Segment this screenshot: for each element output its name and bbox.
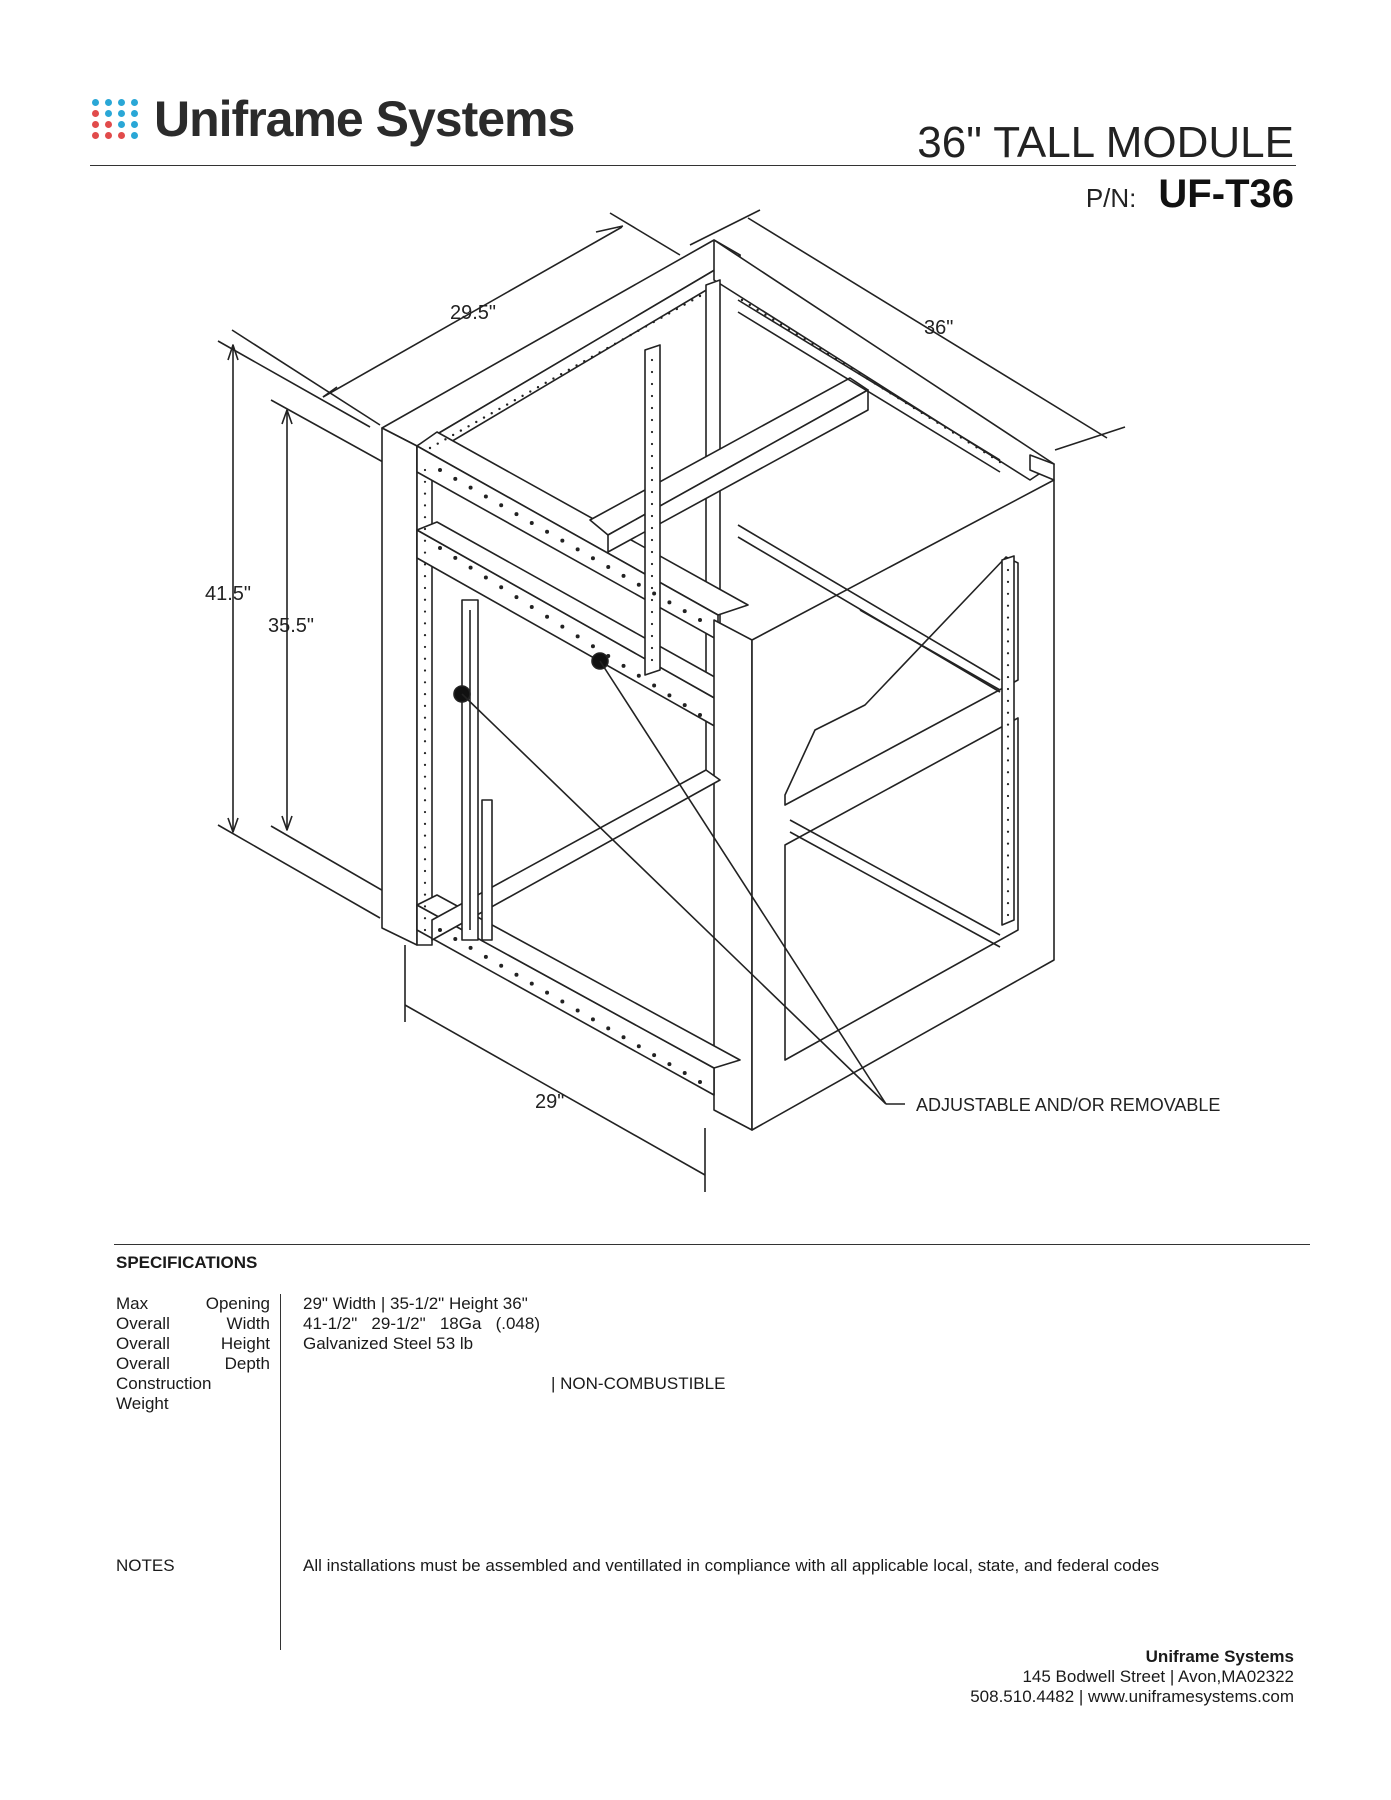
mounting-hole — [575, 364, 577, 366]
mounting-hole — [651, 455, 653, 457]
mounting-hole — [897, 397, 899, 399]
mounting-hole — [651, 407, 653, 409]
mounting-hole — [424, 658, 426, 660]
mounting-hole — [676, 308, 678, 310]
mounting-hole — [651, 395, 653, 397]
mounting-hole — [1007, 735, 1009, 737]
mounting-hole — [1007, 783, 1009, 785]
mounting-hole — [444, 438, 446, 440]
dim-opening-width-label: 29" — [535, 1091, 565, 1113]
mounting-hole — [424, 705, 426, 707]
mounting-hole — [683, 703, 687, 707]
mounting-hole — [568, 369, 570, 371]
mounting-hole — [475, 421, 477, 423]
mounting-hole — [424, 929, 426, 931]
mounting-hole — [651, 659, 653, 661]
mounting-hole — [438, 468, 442, 472]
mounting-hole — [484, 575, 488, 579]
mounting-hole — [1007, 854, 1009, 856]
mounting-hole — [1007, 759, 1009, 761]
notes-text: All installations must be assembled and ventillated in compliance with all applicable local, state, and federal codes — [303, 1556, 1160, 1575]
mounting-hole — [424, 799, 426, 801]
mounting-hole — [819, 348, 821, 350]
mounting-hole — [424, 669, 426, 671]
mounting-hole — [1007, 616, 1009, 618]
mounting-hole — [530, 605, 534, 609]
part-number-label: P/N: — [1085, 183, 1137, 213]
mounting-hole — [576, 1008, 580, 1012]
mounting-hole — [429, 447, 431, 449]
mounting-hole — [499, 503, 503, 507]
footer-contact — [970, 1647, 1294, 1707]
mounting-hole — [698, 1080, 702, 1084]
mounting-hole — [424, 846, 426, 848]
mounting-hole — [651, 539, 653, 541]
mounting-hole — [780, 323, 782, 325]
mounting-hole — [545, 991, 549, 995]
mounting-hole — [913, 407, 915, 409]
spec-label-row: Overall Depth — [116, 1354, 270, 1373]
mounting-hole — [437, 442, 439, 444]
mounting-hole — [1007, 807, 1009, 809]
part-number-value: UF-T36 — [1158, 172, 1294, 216]
mounting-hole — [1007, 902, 1009, 904]
mounting-hole — [683, 1071, 687, 1075]
mounting-hole — [484, 494, 488, 498]
mounting-hole — [537, 386, 539, 388]
mounting-hole — [424, 917, 426, 919]
mounting-hole — [652, 684, 656, 688]
mounting-hole — [698, 618, 702, 622]
mounting-hole — [514, 973, 518, 977]
mounting-hole — [576, 634, 580, 638]
mounting-hole — [1007, 712, 1009, 714]
mounting-hole — [991, 456, 993, 458]
mounting-hole — [453, 556, 457, 560]
mounting-hole — [651, 599, 653, 601]
mounting-hole — [424, 728, 426, 730]
mounting-hole — [545, 530, 549, 534]
mounting-hole — [424, 764, 426, 766]
mounting-hole — [683, 303, 685, 305]
mounting-hole — [652, 592, 656, 596]
mounting-hole — [651, 383, 653, 385]
mounting-hole — [660, 317, 662, 319]
mounting-hole — [606, 565, 610, 569]
mounting-hole — [788, 328, 790, 330]
mounting-hole — [424, 516, 426, 518]
mounting-hole — [999, 461, 1001, 463]
spec-heading: SPECIFICATIONS — [116, 1253, 258, 1272]
mounting-hole — [1007, 581, 1009, 583]
mounting-hole — [874, 382, 876, 384]
mounting-hole — [469, 486, 473, 490]
mounting-hole — [424, 905, 426, 907]
dim-depth-label: 29.5" — [450, 302, 497, 324]
mounting-hole — [645, 325, 647, 327]
mounting-hole — [1007, 569, 1009, 571]
mounting-hole — [698, 713, 702, 717]
spec-values — [303, 1294, 540, 1354]
mounting-hole — [835, 358, 837, 360]
spec-label-row: Weight — [116, 1394, 169, 1413]
mounting-hole — [667, 600, 671, 604]
mounting-hole — [560, 539, 564, 543]
mounting-hole — [530, 521, 534, 525]
mounting-hole — [424, 693, 426, 695]
logo-wordmark: Uniframe Systems — [154, 91, 575, 147]
dim-overall-height-label: 41.5" — [205, 583, 252, 605]
mounting-hole — [651, 503, 653, 505]
mounting-hole — [651, 491, 653, 493]
mounting-hole — [438, 546, 442, 550]
mounting-hole — [424, 504, 426, 506]
mounting-hole — [651, 431, 653, 433]
mounting-hole — [1007, 628, 1009, 630]
mounting-hole — [651, 551, 653, 553]
mounting-hole — [1007, 914, 1009, 916]
mounting-hole — [1007, 831, 1009, 833]
mounting-hole — [424, 894, 426, 896]
adjustable-callout: ADJUSTABLE AND/OR REMOVABLE — [916, 1095, 1221, 1115]
spec-combustibility: | NON-COMBUSTIBLE — [551, 1374, 726, 1393]
mounting-hole — [499, 964, 503, 968]
mounting-hole — [651, 467, 653, 469]
mounting-hole — [424, 563, 426, 565]
mounting-hole — [424, 835, 426, 837]
mounting-hole — [424, 787, 426, 789]
mounting-hole — [882, 387, 884, 389]
mounting-hole — [1007, 771, 1009, 773]
mounting-hole — [1007, 724, 1009, 726]
mounting-hole — [866, 377, 868, 379]
mounting-hole — [530, 982, 534, 986]
mounting-hole — [424, 587, 426, 589]
mounting-hole — [651, 563, 653, 565]
spec-labels — [116, 1294, 270, 1414]
mounting-hole — [1007, 664, 1009, 666]
mounting-hole — [803, 338, 805, 340]
spec-label-row: Overall Height — [116, 1334, 270, 1353]
mounting-hole — [424, 575, 426, 577]
mounting-hole — [606, 347, 608, 349]
mounting-hole — [651, 479, 653, 481]
mounting-hole — [850, 368, 852, 370]
mounting-hole — [928, 417, 930, 419]
mounting-hole — [637, 674, 641, 678]
mounting-hole — [741, 299, 743, 301]
mounting-hole — [424, 469, 426, 471]
mounting-hole — [552, 377, 554, 379]
mounting-hole — [842, 363, 844, 365]
spec-value-line: Galvanized Steel 53 lb — [303, 1334, 474, 1353]
mounting-hole — [424, 717, 426, 719]
mounting-hole — [772, 318, 774, 320]
mounting-hole — [960, 436, 962, 438]
mounting-hole — [424, 481, 426, 483]
mounting-hole — [1007, 605, 1009, 607]
mounting-hole — [424, 776, 426, 778]
mounting-hole — [424, 551, 426, 553]
mounting-hole — [1007, 843, 1009, 845]
mounting-hole — [514, 512, 518, 516]
mounting-hole — [975, 446, 977, 448]
mounting-hole — [629, 334, 631, 336]
mounting-hole — [424, 540, 426, 542]
mounting-hole — [944, 426, 946, 428]
mounting-hole — [699, 295, 701, 297]
dim-opening-height-label: 35.5" — [268, 615, 315, 637]
mounting-hole — [983, 451, 985, 453]
mounting-hole — [545, 382, 547, 384]
mounting-hole — [591, 556, 595, 560]
mounting-hole — [614, 343, 616, 345]
mounting-hole — [424, 823, 426, 825]
mounting-hole — [796, 333, 798, 335]
mounting-hole — [514, 399, 516, 401]
mounting-hole — [545, 615, 549, 619]
mounting-hole — [756, 309, 758, 311]
mounting-hole — [921, 412, 923, 414]
mounting-hole — [591, 644, 595, 648]
mounting-hole — [514, 595, 518, 599]
mounting-hole — [424, 622, 426, 624]
notes-label: NOTES — [116, 1556, 175, 1575]
footer-address: 145 Bodwell Street | Avon,MA02322 — [1022, 1667, 1294, 1686]
mounting-hole — [424, 681, 426, 683]
mounting-hole — [1007, 795, 1009, 797]
mounting-hole — [424, 599, 426, 601]
mounting-hole — [622, 1035, 626, 1039]
document-title: 36" TALL MODULE — [917, 118, 1294, 167]
spec-label-row: Overall Width — [116, 1314, 270, 1333]
spec-label-row: Max Opening — [116, 1294, 270, 1313]
mounting-hole — [452, 434, 454, 436]
mounting-hole — [691, 299, 693, 301]
mounting-hole — [498, 408, 500, 410]
mounting-hole — [424, 634, 426, 636]
mounting-hole — [651, 635, 653, 637]
mounting-hole — [529, 390, 531, 392]
footer-phone-web: 508.510.4482 | www.uniframesystems.com — [970, 1687, 1294, 1706]
mounting-hole — [469, 946, 473, 950]
mounting-hole — [576, 547, 580, 551]
mounting-hole — [889, 392, 891, 394]
mounting-hole — [424, 858, 426, 860]
mounting-hole — [1007, 688, 1009, 690]
mounting-hole — [651, 623, 653, 625]
mounting-hole — [651, 575, 653, 577]
mounting-hole — [1007, 878, 1009, 880]
mounting-hole — [651, 647, 653, 649]
mounting-hole — [424, 870, 426, 872]
mounting-hole — [637, 1044, 641, 1048]
mounting-hole — [683, 609, 687, 613]
mounting-hole — [1007, 593, 1009, 595]
mounting-hole — [424, 492, 426, 494]
mounting-hole — [651, 611, 653, 613]
mounting-hole — [606, 654, 610, 658]
mounting-hole — [668, 312, 670, 314]
mounting-hole — [651, 359, 653, 361]
mounting-hole — [749, 304, 751, 306]
mounting-hole — [583, 360, 585, 362]
mounting-hole — [1007, 890, 1009, 892]
mounting-hole — [1007, 819, 1009, 821]
mounting-hole — [637, 330, 639, 332]
mounting-hole — [1007, 640, 1009, 642]
mounting-hole — [424, 646, 426, 648]
mounting-hole — [424, 740, 426, 742]
footer-company: Uniframe Systems — [1145, 1647, 1294, 1666]
mounting-hole — [651, 527, 653, 529]
mounting-hole — [827, 353, 829, 355]
mounting-hole — [651, 371, 653, 373]
mounting-hole — [469, 566, 473, 570]
spec-divider — [114, 1244, 1310, 1245]
mounting-hole — [667, 693, 671, 697]
mounting-hole — [453, 937, 457, 941]
mounting-hole — [453, 477, 457, 481]
mounting-hole — [652, 1053, 656, 1057]
spec-label-row: Construction — [116, 1374, 212, 1393]
mounting-hole — [424, 610, 426, 612]
mounting-hole — [506, 403, 508, 405]
spec-vertical-divider — [280, 1294, 281, 1650]
mounting-hole — [1007, 700, 1009, 702]
mounting-hole — [1007, 866, 1009, 868]
mounting-hole — [438, 928, 442, 932]
mounting-hole — [622, 574, 626, 578]
mounting-hole — [764, 314, 766, 316]
mounting-hole — [521, 395, 523, 397]
spec-value-line: 41-1/2" 29-1/2" 18Ga (.048) — [303, 1314, 540, 1333]
mounting-hole — [936, 422, 938, 424]
mounting-hole — [606, 1026, 610, 1030]
mounting-hole — [651, 515, 653, 517]
frame-outline — [382, 240, 1054, 1130]
mounting-hole — [560, 373, 562, 375]
mounting-hole — [637, 583, 641, 587]
mounting-hole — [499, 585, 503, 589]
mounting-hole — [811, 343, 813, 345]
mounting-hole — [591, 1017, 595, 1021]
mounting-hole — [651, 419, 653, 421]
mounting-hole — [467, 425, 469, 427]
mounting-hole — [968, 441, 970, 443]
dim-width-label: 36" — [924, 317, 954, 339]
mounting-hole — [591, 356, 593, 358]
mounting-hole — [560, 625, 564, 629]
mounting-hole — [599, 351, 601, 353]
mounting-hole — [858, 372, 860, 374]
mounting-hole — [424, 811, 426, 813]
mounting-hole — [560, 1000, 564, 1004]
mounting-hole — [622, 338, 624, 340]
mounting-hole — [653, 321, 655, 323]
mounting-hole — [1007, 652, 1009, 654]
mounting-hole — [651, 443, 653, 445]
mounting-hole — [1007, 747, 1009, 749]
mounting-hole — [424, 882, 426, 884]
mounting-hole — [1007, 676, 1009, 678]
mounting-hole — [952, 431, 954, 433]
mounting-hole — [667, 1062, 671, 1066]
mounting-hole — [651, 587, 653, 589]
mounting-hole — [483, 416, 485, 418]
mounting-hole — [491, 412, 493, 414]
mounting-hole — [424, 752, 426, 754]
mounting-hole — [424, 528, 426, 530]
mounting-hole — [484, 955, 488, 959]
mounting-hole — [622, 664, 626, 668]
mounting-hole — [460, 429, 462, 431]
mounting-hole — [905, 402, 907, 404]
spec-value-line: 29" Width | 35-1/2" Height 36" — [303, 1294, 528, 1313]
